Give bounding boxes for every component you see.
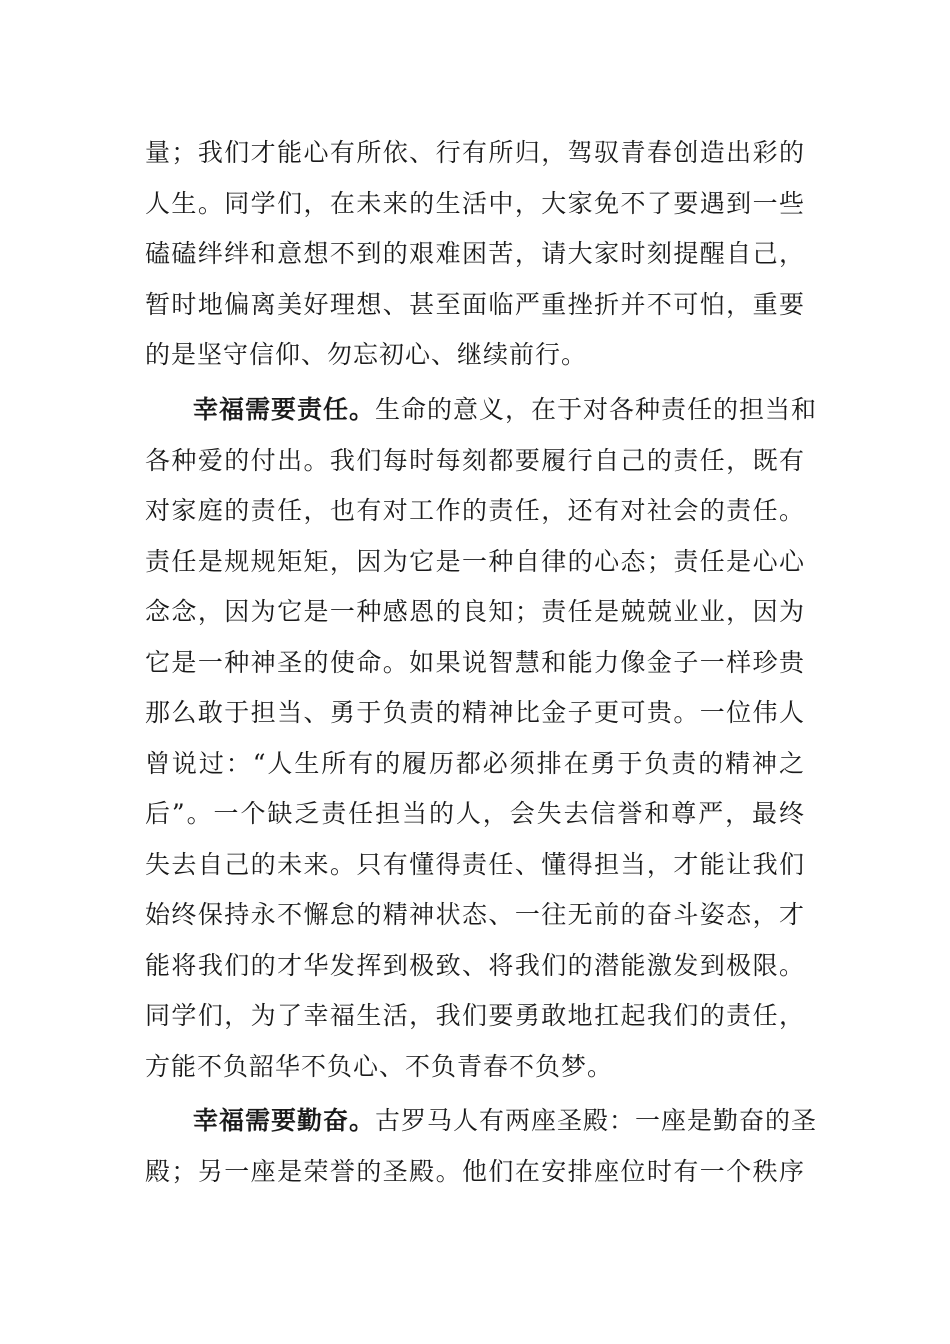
text-line: 各种爱的付出。我们每时每刻都要履行自己的责任，既有 <box>145 445 805 475</box>
text-line: 人生。同学们，在未来的生活中，大家免不了要遇到一些 <box>145 188 805 218</box>
text-line: 的是坚守信仰、勿忘初心、继续前行。 <box>145 340 588 369</box>
paragraph-heading: 幸福需要责任。 <box>193 395 376 424</box>
text-run: 生命的意义，在于对各种责任的担当和 <box>375 395 818 424</box>
text-line: 能将我们的才华发挥到极致、将我们的潜能激发到极限。 <box>145 950 805 980</box>
paragraph-heading: 幸福需要勤奋。 <box>193 1106 376 1135</box>
text-line: 那么敢于担当、勇于负责的精神比金子更可贵。一位伟人 <box>145 698 805 727</box>
text-line: 始终保持永不懈怠的精神状态、一往无前的奋斗姿态，才 <box>145 900 805 929</box>
text-line: 方能不负韶华不负心、不负青春不负梦。 <box>145 1051 614 1081</box>
text-line: 责任是规规矩矩，因为它是一种自律的心态；责任是心心 <box>145 546 805 576</box>
paragraph-responsibility <box>145 385 818 1092</box>
text-line: 磕磕绊绊和意想不到的艰难困苦，请大家时刻提醒自己， <box>145 239 805 268</box>
paragraph-continuation <box>145 128 805 381</box>
text-line: 后”。一个缺乏责任担当的人，会失去信誉和尊严，最终 <box>145 799 805 828</box>
text-line: 同学们，为了幸福生活，我们要勇敢地扛起我们的责任， <box>145 1001 805 1030</box>
text-line: 殿；另一座是荣誉的圣殿。他们在安排座位时有一个秩序 <box>145 1156 805 1186</box>
text-line: 对家庭的责任，也有对工作的责任，还有对社会的责任。 <box>145 496 805 525</box>
text-line: 曾说过：“人生所有的履历都必须排在勇于负责的精神之 <box>145 748 805 778</box>
text-line: 量；我们才能心有所依、行有所归，驾驭青春创造出彩的 <box>145 138 805 167</box>
text-run: 古罗马人有两座圣殿：一座是勤奋的圣 <box>375 1106 818 1135</box>
text-line: 暂时地偏离美好理想、甚至面临严重挫折并不可怕，重要 <box>145 289 805 319</box>
paragraph-first-line <box>145 1096 818 1147</box>
text-line: 失去自己的未来。只有懂得责任、懂得担当，才能让我们 <box>145 849 805 879</box>
text-line: 它是一种神圣的使命。如果说智慧和能力像金子一样珍贵 <box>145 647 805 677</box>
paragraph-first-line <box>145 385 818 436</box>
text-line: 念念，因为它是一种感恩的良知；责任是兢兢业业，因为 <box>145 597 805 626</box>
paragraph-diligence <box>145 1096 818 1197</box>
